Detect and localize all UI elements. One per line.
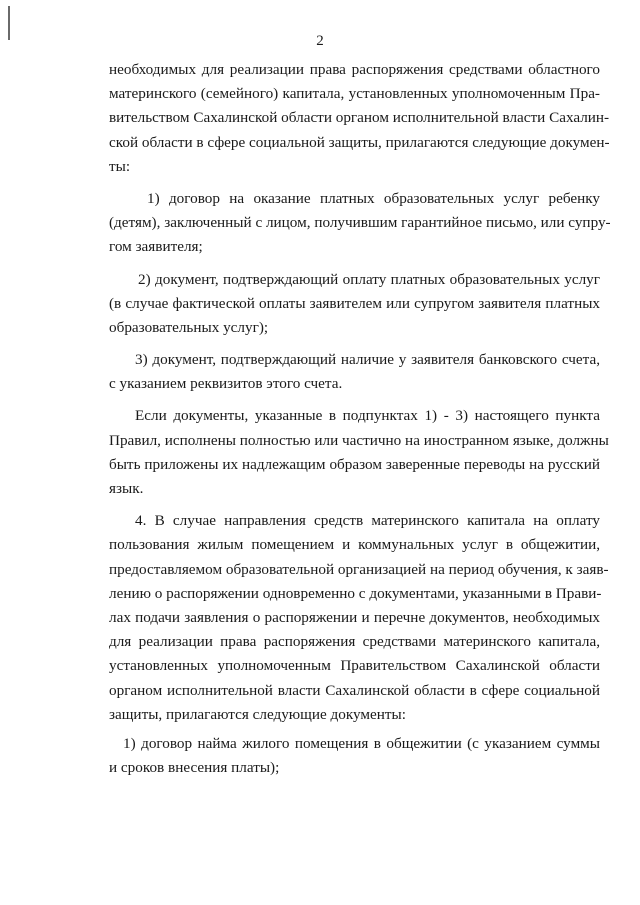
text-line: ской области в сфере социальной защиты, прилагаются следующие докумен- xyxy=(109,133,610,151)
text-line: ты: xyxy=(109,157,131,175)
text-line: образовательных услуг); xyxy=(109,318,269,336)
text-line: с указанием реквизитов этого счета. xyxy=(109,375,343,393)
text-line: быть приложены их надлежащим образом заверенные переводы на русский xyxy=(109,455,600,473)
text-line: необходимых для реализации права распоряжения средствами областного xyxy=(109,61,600,78)
text-line: вительством Сахалинской области органом исполнительной власти Сахалин- xyxy=(109,109,610,127)
text-line: Если документы, указанные в подпунктах 1) - 3) настоящего пункта xyxy=(135,407,600,425)
text-line: гом заявителя; xyxy=(109,238,203,256)
text-line: язык. xyxy=(109,480,144,497)
text-line: установленных уполномоченным Правительством Сахалинской области xyxy=(109,657,600,675)
list-item-1-contract xyxy=(109,187,611,260)
text-line: предоставляемом образовательной организацией на период обучения, к заяв- xyxy=(109,560,609,578)
document-body xyxy=(109,58,611,780)
text-line: защиты, прилагаются следующие документы: xyxy=(109,705,406,723)
text-line: лах подачи заявления о распоряжении и перечне документов, необходимых xyxy=(109,608,600,626)
page-number: 2 xyxy=(316,33,324,49)
text-line: органом исполнительной власти Сахалинской области в сфере социальной xyxy=(109,681,600,699)
text-line: материнского (семейного) капитала, установленных уполномоченным Пра- xyxy=(109,85,600,103)
text-line: Правил, исполнены полностью или частично на иностранном языке, должны xyxy=(109,431,609,449)
text-line: пользования жилым помещением и коммунальных услуг в общежитии, xyxy=(109,536,600,554)
text-line: и сроков внесения платы); xyxy=(109,759,280,777)
list-item-1-lease-contract xyxy=(109,732,600,780)
text-line: (в случае фактической оплаты заявителем или супругом заявителя платных xyxy=(109,294,600,312)
text-line: 2) документ, подтверждающий оплату платных образовательных услуг xyxy=(138,270,600,288)
paragraph-section-4-dormitory xyxy=(109,509,609,727)
list-item-3-bank-account xyxy=(109,348,600,396)
text-line: (детям), заключенный с лицом, получившим гарантийное письмо, или супру- xyxy=(109,214,611,232)
text-line: 3) документ, подтверждающий наличие у заявителя банковского счета, xyxy=(135,351,600,369)
list-item-2-payment-document xyxy=(109,268,600,341)
text-line: для реализации права распоряжения средствами материнского капитала, xyxy=(109,633,600,651)
text-line: 1) договор найма жилого помещения в общежитии (с указанием суммы xyxy=(123,734,600,752)
text-line: 1) договор на оказание платных образовательных услуг ребенку xyxy=(147,189,600,207)
paragraph-intro-continuation xyxy=(109,58,610,179)
text-line: 4. В случае направления средств материнского капитала на оплату xyxy=(135,512,600,530)
paragraph-foreign-language xyxy=(109,404,609,501)
text-line: лению о распоряжении одновременно с документами, указанными в Прави- xyxy=(109,584,602,602)
